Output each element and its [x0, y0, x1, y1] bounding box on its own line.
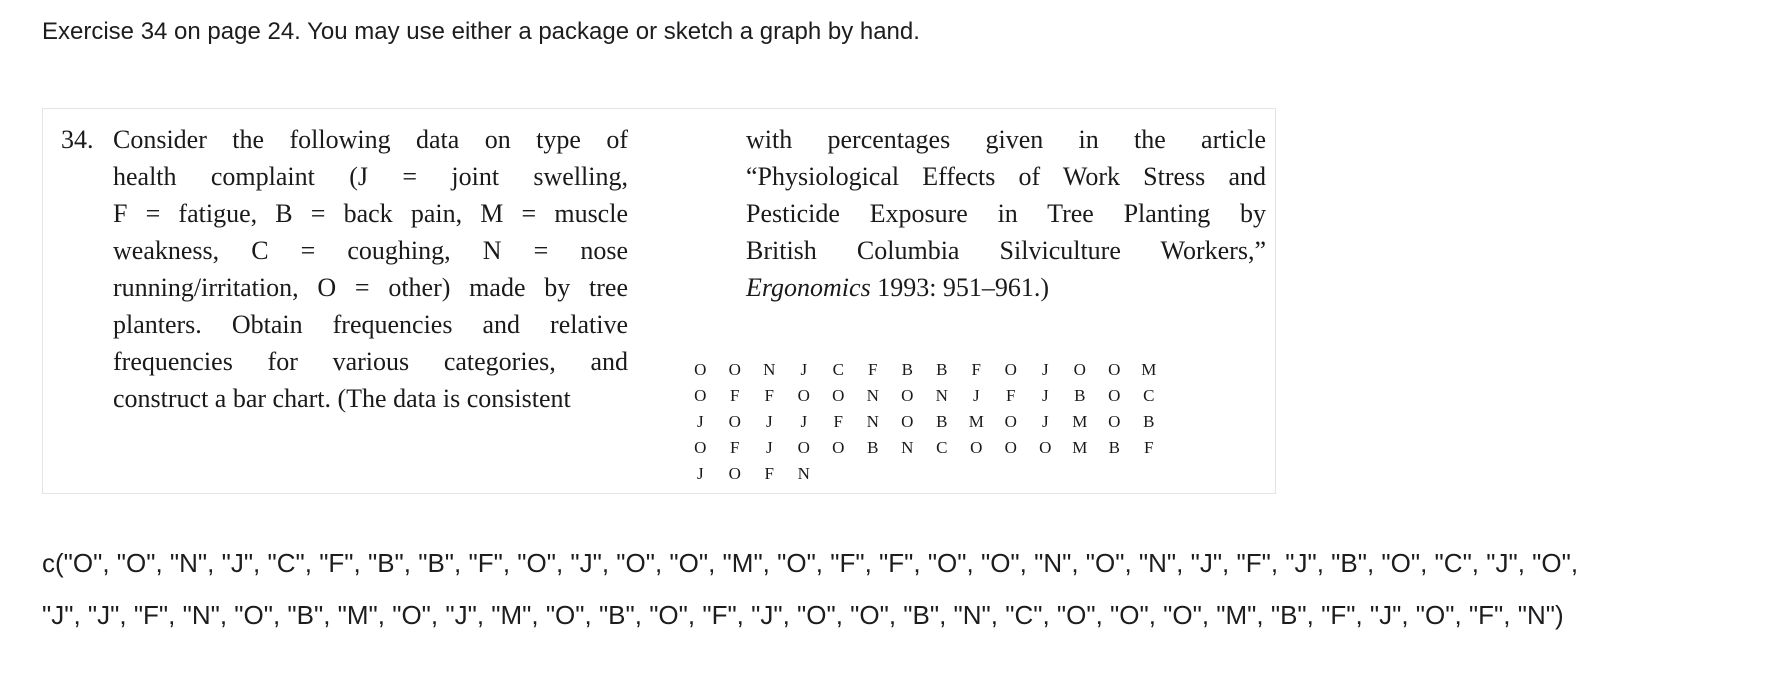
data-cell: O — [1108, 360, 1121, 379]
problem-line: frequencies for various categories, and — [113, 347, 628, 376]
problem-line: Pesticide Exposure in Tree Planting by — [746, 199, 1266, 228]
data-cell: F — [730, 386, 740, 405]
data-cell: O — [797, 438, 810, 457]
data-cell: C — [832, 360, 844, 379]
journal-name: Ergonomics — [746, 273, 871, 302]
data-cell: J — [765, 412, 773, 431]
data-cell: B — [936, 412, 948, 431]
data-cell: O — [1108, 386, 1121, 405]
data-cell: M — [1072, 438, 1088, 457]
data-cell: O — [694, 438, 707, 457]
data-cell: O — [694, 360, 707, 379]
data-cell: J — [1041, 386, 1049, 405]
data-cell: J — [1041, 412, 1049, 431]
data-cell: O — [1039, 438, 1052, 457]
data-cell: N — [763, 360, 776, 379]
r-vector-code — [42, 537, 1762, 641]
empty-cell — [1063, 461, 1098, 487]
citation-details: 1993: 951–961.) — [870, 273, 1050, 302]
empty-cell — [856, 461, 891, 487]
problem-line: F = fatigue, B = back pain, M = muscle — [113, 199, 628, 228]
data-cell: N — [866, 386, 879, 405]
problem-text-right-column — [746, 121, 1266, 306]
data-cell: J — [765, 438, 773, 457]
problem-line: British Columbia Silviculture Workers,” — [746, 236, 1266, 265]
empty-cell — [890, 461, 925, 487]
data-cell: J — [800, 412, 808, 431]
data-cell: B — [1074, 386, 1086, 405]
data-cell: J — [972, 386, 980, 405]
problem-line: “Physiological Effects of Work Stress and — [746, 162, 1266, 191]
data-cell: O — [694, 386, 707, 405]
empty-cell — [821, 461, 856, 487]
problem-line: planters. Obtain frequencies and relative — [113, 310, 628, 339]
data-cell: O — [901, 412, 914, 431]
data-cell: O — [832, 438, 845, 457]
exercise-number: 34. — [61, 125, 94, 154]
data-cell: N — [935, 386, 948, 405]
data-cell: F — [730, 438, 740, 457]
problem-line: construct a bar chart. (The data is consistent — [113, 384, 571, 413]
data-cell: O — [728, 412, 741, 431]
data-cell: B — [867, 438, 879, 457]
data-cell: O — [1004, 360, 1017, 379]
problem-text-left-column — [113, 121, 628, 417]
data-cell: F — [1006, 386, 1016, 405]
r-vector-line: "J", "J", "F", "N", "O", "B", "M", "O", "J", "M", "O", "B", "O", "F", "J", "O", "O", "B", "N", "C", "O", "O", "O", "M", "B", "F", "J", "O", "F", "N") — [42, 600, 1564, 630]
r-vector-line: c("O", "O", "N", "J", "C", "F", "B", "B", "F", "O", "J", "O", "O", "M", "O", "F", "F", "O", "O", "N", "O", "N", "J", "F", "J", "B", "O", "C", "J", "O", — [42, 548, 1579, 578]
data-cell: F — [971, 360, 981, 379]
citation-line — [746, 269, 1266, 306]
data-cell: B — [1108, 438, 1120, 457]
data-cell: O — [1108, 412, 1121, 431]
problem-line: with percentages given in the article — [746, 125, 1266, 154]
data-cell: F — [764, 464, 774, 483]
data-cell: M — [1072, 412, 1088, 431]
data-cell: C — [936, 438, 948, 457]
data-cell: O — [832, 386, 845, 405]
data-cell: M — [968, 412, 984, 431]
data-cell: O — [970, 438, 983, 457]
data-cell: O — [797, 386, 810, 405]
data-cell: C — [1143, 386, 1155, 405]
empty-cell — [959, 461, 994, 487]
data-cell: O — [1073, 360, 1086, 379]
textbook-excerpt-image — [42, 108, 1276, 494]
data-cell: B — [1143, 412, 1155, 431]
empty-cell — [994, 461, 1029, 487]
data-cell: O — [728, 464, 741, 483]
data-cell: O — [1004, 412, 1017, 431]
data-cell: B — [901, 360, 913, 379]
data-cell: N — [797, 464, 810, 483]
data-cell: F — [1144, 438, 1154, 457]
data-cell: F — [833, 412, 843, 431]
data-cell: J — [1041, 360, 1049, 379]
data-cell: J — [696, 464, 704, 483]
data-cell: O — [901, 386, 914, 405]
data-cell: N — [901, 438, 914, 457]
empty-cell — [1097, 461, 1132, 487]
data-cell: N — [866, 412, 879, 431]
empty-cell — [1132, 461, 1167, 487]
data-cell: M — [1141, 360, 1157, 379]
data-cell: O — [1004, 438, 1017, 457]
problem-line: health complaint (J = joint swelling, — [113, 162, 628, 191]
problem-line: weakness, C = coughing, N = nose — [113, 236, 628, 265]
problem-line: running/irritation, O = other) made by tree — [113, 273, 628, 302]
problem-line: Consider the following data on type of — [113, 125, 628, 154]
empty-cell — [925, 461, 960, 487]
data-cell: F — [868, 360, 878, 379]
data-cell: J — [800, 360, 808, 379]
data-cell: F — [764, 386, 774, 405]
exercise-instruction: Exercise 34 on page 24. You may use either a package or sketch a graph by hand. — [42, 18, 920, 45]
data-cell: J — [696, 412, 704, 431]
data-cell: O — [728, 360, 741, 379]
complaint-data-grid — [683, 357, 1166, 487]
empty-cell — [1028, 461, 1063, 487]
data-cell: B — [936, 360, 948, 379]
